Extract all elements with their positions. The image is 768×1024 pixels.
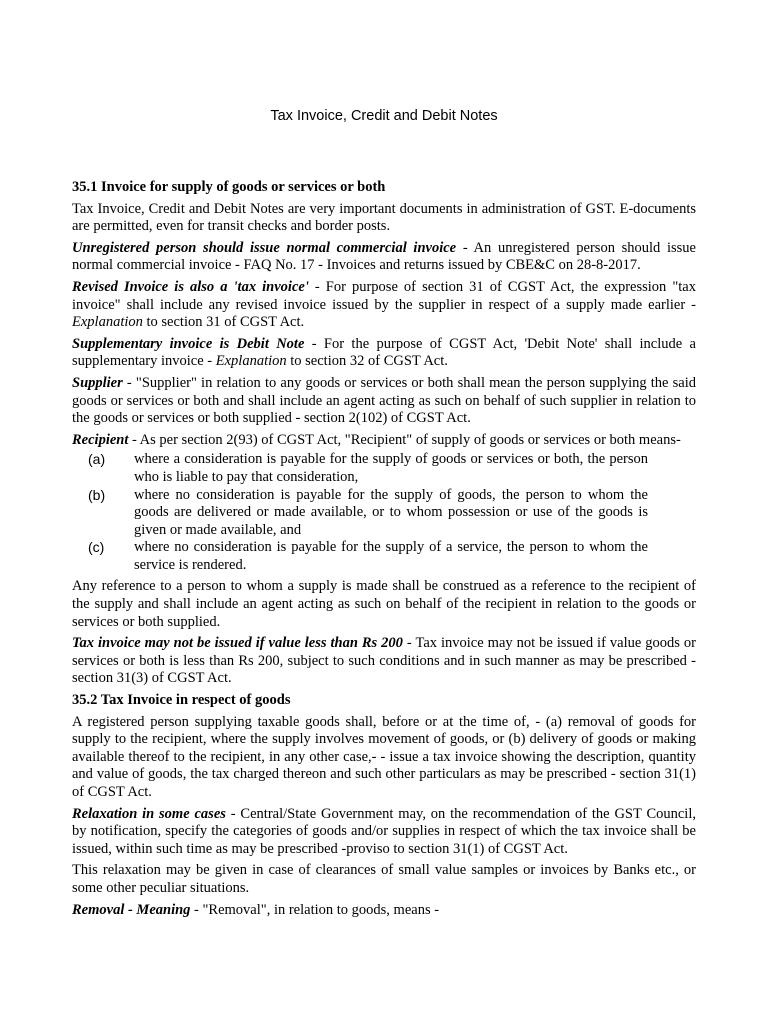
unregistered-text: - An unregistered person should issue normal commercial invoice - FAQ No. 17 - Invoices and returns issued by CBE&C on 28-8-2017. [72, 239, 696, 274]
list-item [88, 451, 648, 486]
supplementary-invoice-paragraph [72, 336, 696, 371]
revised-explanation: Explanation [72, 314, 143, 331]
unregistered-paragraph [72, 240, 696, 275]
supplementary-invoice-label: Supplementary invoice is Debit Note [72, 335, 305, 352]
supplementary-invoice-tail: to section 32 of CGST Act. [286, 353, 448, 370]
list-marker: (c) [88, 539, 105, 556]
revised-invoice-paragraph [72, 279, 696, 332]
list-item-text: where a consideration is payable for the supply of goods or services or both, the person who is liable to pay that consideration, [134, 451, 648, 485]
relaxation-text: - Central/State Government may, on the recommendation of the GST Council, by notification, specify the categories of goods and/or supplies in respect of which the tax invoice shall be issued, within such time as may be prescribed -proviso to section 31(1) of CGST Act. [72, 805, 696, 857]
revised-invoice-label: Revised Invoice is also a 'tax invoice' [72, 278, 309, 295]
relaxation-note-paragraph: This relaxation may be given in case of clearances of small value samples or invoices by Banks etc., or some other peculiar situations. [72, 862, 696, 896]
relaxation-label: Relaxation in some cases [72, 805, 226, 822]
removal-text: - "Removal", in relation to goods, means - [190, 901, 440, 918]
relaxation-paragraph [72, 806, 696, 859]
tax-invoice-threshold-text: - Tax invoice may not be issued if value goods or services or both is less than Rs 200, subject to such conditions and in such manner as may be prescribed - section 31(3) of CGST Act. [72, 635, 696, 687]
list-item-text: where no consideration is payable for the supply of goods, the person to whom the goods are delivered or made available, or to whom possession or use of the goods is given or made available, and [134, 486, 648, 538]
supplier-text: - "Supplier" in relation to any goods or services or both shall mean the person supplying the said goods or services or both and shall include an agent acting as such on behalf of such supplier in relation to the goods or services or both supplied - section 2(102) of CGST Act. [72, 374, 696, 427]
document-title: Tax Invoice, Credit and Debit Notes [270, 108, 498, 124]
section-heading-35-1: 35.1 Invoice for supply of goods or services or both [72, 179, 386, 195]
goods-invoice-paragraph: A registered person supplying taxable goods shall, before or at the time of, - (a) removal of goods for supply to the recipient, where the supply involves movement of goods, or (b) delivery of goods or making available thereof to the recipient, in any other case,- - issue a tax invoice showing the description, quantity and value of goods, the tax charged thereon and such other particulars as may be prescribed - section 31(1) of CGST Act. [72, 713, 696, 800]
revised-invoice-text: - For purpose of section 31 of CGST Act, the expression "tax invoice" shall include any revised invoice issued by the supplier in respect of a supply made earlier - [72, 278, 696, 313]
recipient-label: Recipient [72, 431, 129, 448]
supplementary-invoice-text: - For the purpose of CGST Act, 'Debit Note' shall include a supplementary invoice - [72, 335, 696, 370]
list-marker: (b) [88, 486, 106, 503]
tax-invoice-threshold-label: Tax invoice may not be issued if value less than Rs 200 [72, 635, 403, 652]
list-item-text: where no consideration is payable for the supply of a service, the person to whom the service is rendered. [134, 539, 648, 573]
reference-paragraph: Any reference to a person to whom a supply is made shall be construed as a reference to the recipient of the supply and shall include an agent acting as such on behalf of the recipient in relation to the goods or services or both supplied. [72, 578, 696, 630]
intro-paragraph: Tax Invoice, Credit and Debit Notes are very important documents in administration of GST. E-documents are permitted, even for transit checks and border posts. [72, 200, 696, 235]
removal-paragraph [72, 902, 696, 920]
document-body [72, 179, 696, 923]
list-item [88, 487, 648, 540]
supplier-paragraph [72, 375, 696, 428]
supplier-label: Supplier [72, 374, 123, 391]
recipient-list [72, 451, 696, 574]
list-marker: (a) [88, 451, 106, 468]
recipient-paragraph [72, 432, 696, 450]
supplementary-explanation: Explanation [215, 353, 287, 370]
list-item [88, 539, 648, 574]
removal-label: Removal - Meaning [72, 901, 191, 918]
recipient-text: - As per section 2(93) of CGST Act, "Recipient" of supply of goods or services or both means- [128, 431, 681, 448]
revised-invoice-tail: to section 31 of CGST Act. [142, 314, 305, 331]
tax-invoice-threshold-paragraph [72, 635, 696, 688]
unregistered-label: Unregistered person should issue normal commercial invoice [72, 239, 457, 256]
section-heading-35-2: 35.2 Tax Invoice in respect of goods [72, 692, 291, 709]
